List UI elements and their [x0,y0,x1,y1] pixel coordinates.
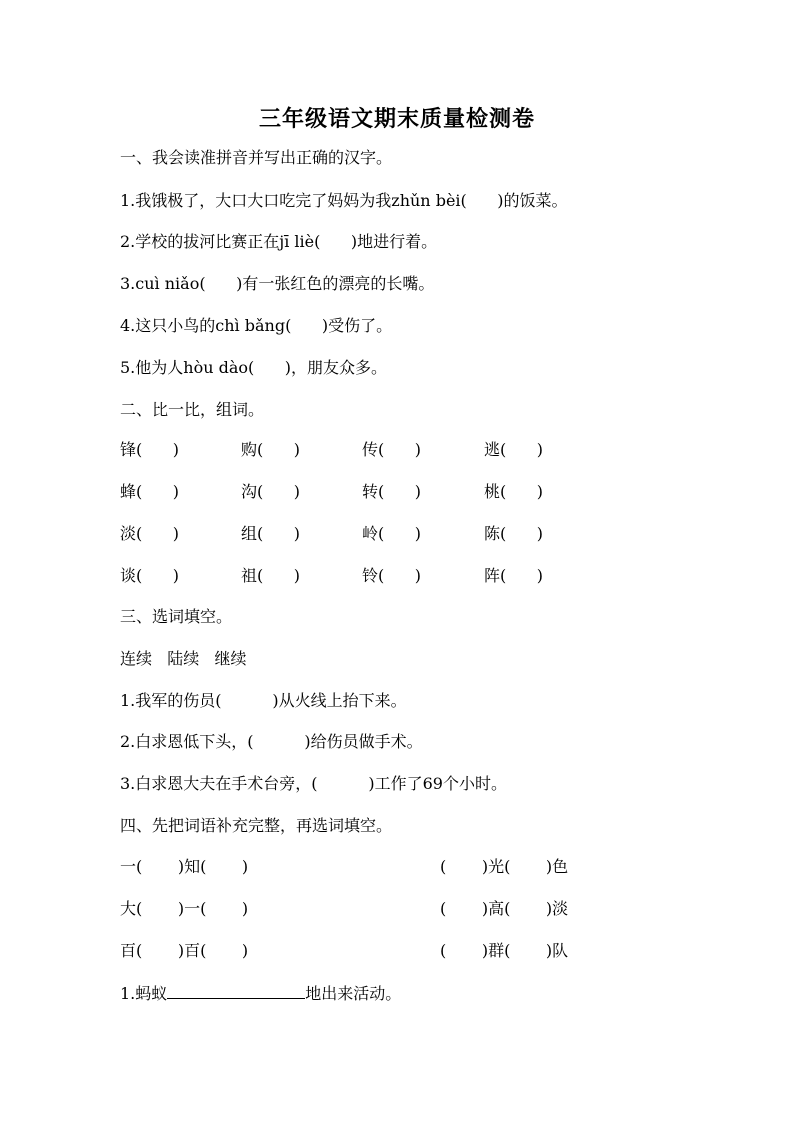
section-1-item-1: 1.我饿极了，大口大口吃完了妈妈为我zhǔn bèi( )的饭菜。 [120,191,568,210]
word-group-item: 蜂( ) [120,482,180,501]
fill-blank-sentence [120,982,401,1005]
section-3-item-2: 2.白求恩低下头，( )给伤员做手术。 [120,732,423,751]
fill-blank-prefix: 1.蚂蚁 [120,984,168,1003]
page-title: 三年级语文期末质量检测卷 [258,106,535,132]
word-group-item: 逃( ) [484,440,544,459]
section-2-heading: 二、比一比，组词。 [120,400,265,419]
word-group-item: 铃( ) [362,566,422,585]
word-group-item: 阵( ) [484,566,544,585]
word-group-item: 购( ) [241,440,301,459]
word-group-item: 祖( ) [241,566,301,585]
idiom-item: 一( )知( ) [120,857,249,876]
section-3-item-1: 1.我军的伤员( )从火线上抬下来。 [120,691,407,710]
word-group-item: 组( ) [241,524,301,543]
section-1-heading: 一、我会读准拼音并写出正确的汉字。 [120,148,393,167]
section-1-item-3: 3.cuì niǎo( )有一张红色的漂亮的长嘴。 [120,274,435,293]
answer-blank-line [167,982,305,999]
section-3-item-3: 3.白求恩大夫在手术台旁，( )工作了69个小时。 [120,774,507,793]
word-group-item: 转( ) [362,482,422,501]
word-group-item: 淡( ) [120,524,180,543]
word-group-item: 谈( ) [120,566,180,585]
section-1-item-2: 2.学校的拔河比赛正在jī liè( )地进行着。 [120,232,438,251]
fill-blank-suffix: 地出来活动。 [305,984,402,1003]
word-group-item: 传( ) [362,440,422,459]
word-group-item: 岭( ) [362,524,422,543]
idiom-item: ( )群( )队 [440,941,569,960]
section-1-item-5: 5.他为人hòu dào( )，朋友众多。 [120,358,388,377]
section-4-heading: 四、先把词语补充完整，再选词填空。 [120,816,393,835]
idiom-item: 大( )一( ) [120,899,249,918]
idiom-item: 百( )百( ) [120,941,249,960]
word-group-item: 桃( ) [484,482,544,501]
word-choices: 连续 陆续 继续 [120,649,247,668]
word-group-item: 锋( ) [120,440,180,459]
idiom-item: ( )光( )色 [440,857,569,876]
word-group-item: 沟( ) [241,482,301,501]
idiom-item: ( )高( )淡 [440,899,569,918]
section-3-heading: 三、选词填空。 [120,607,233,626]
section-1-item-4: 4.这只小鸟的chì bǎng( )受伤了。 [120,316,393,335]
word-group-item: 陈( ) [484,524,544,543]
